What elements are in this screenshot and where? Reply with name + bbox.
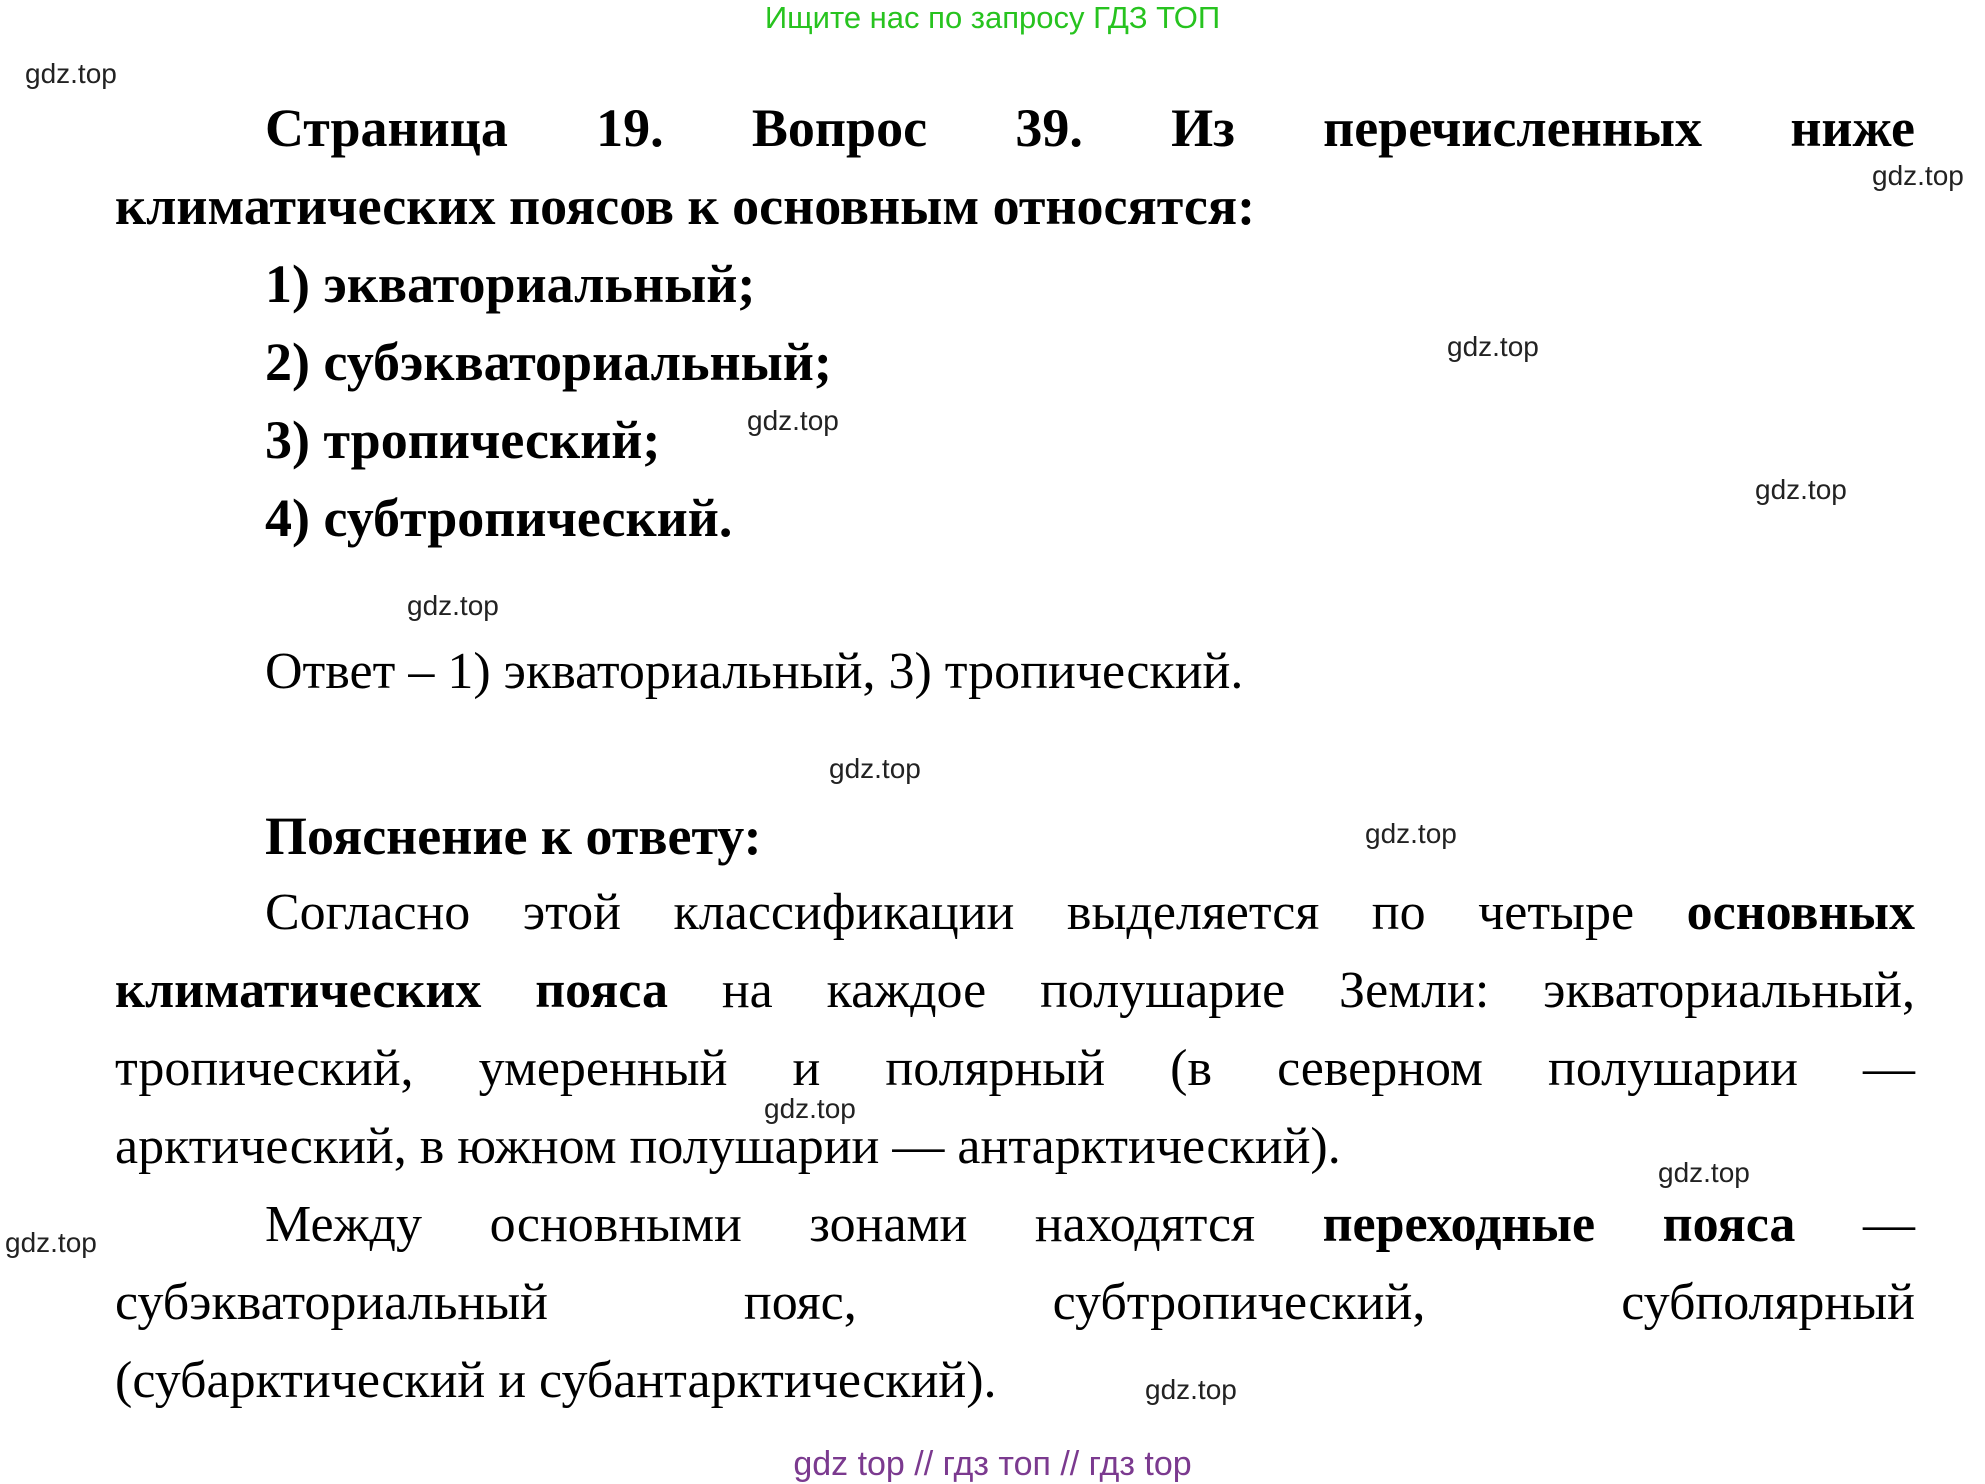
text-run: — (1795, 1196, 1916, 1253)
watermark: gdz.top (1145, 1374, 1237, 1405)
watermark: gdz.top (747, 405, 839, 436)
watermark: gdz.top (1658, 1157, 1750, 1188)
heading-word: 19. (596, 98, 664, 158)
text-run: Между основными зонами находятся (265, 1196, 1323, 1253)
search-banner: Ищите нас по запросу ГДЗ ТОП (764, 0, 1221, 35)
explanation-p1-line1 (265, 883, 1915, 942)
explanation-p2-line2: субэкваториальный пояс, субтропический, субполярный (115, 1274, 1915, 1331)
watermark: gdz.top (5, 1227, 97, 1258)
explanation-p1-line3: тропический, умеренный и полярный (в северном полушарии — (115, 1040, 1915, 1097)
bold-term: основных (1686, 884, 1915, 941)
heading-word: ниже (1790, 98, 1915, 158)
explanation-p2-line3: (субарктический и субантарктический). (115, 1352, 997, 1409)
watermark: gdz.top (1755, 474, 1847, 505)
watermark: gdz.top (1872, 160, 1964, 191)
explanation-heading: Пояснение к ответу: (265, 806, 762, 866)
heading-word: перечисленных (1323, 98, 1703, 158)
text-run: Согласно этой классификации выделяется по четыре (265, 884, 1687, 941)
bold-term: климатических пояса (115, 962, 669, 1019)
watermark: gdz.top (25, 58, 117, 89)
answer-text: Ответ – 1) экваториальный, 3) тропический. (265, 643, 1244, 700)
watermark: gdz.top (764, 1093, 856, 1124)
watermark: gdz.top (829, 753, 921, 784)
option-2: 2) субэкваториальный; (265, 332, 832, 392)
explanation-p1-line2 (115, 961, 1915, 1020)
watermark: gdz.top (1365, 818, 1457, 849)
option-1: 1) экваториальный; (265, 254, 756, 314)
question-heading (115, 97, 1915, 159)
bold-term: переходные пояса (1322, 1196, 1796, 1253)
watermark: gdz.top (1447, 331, 1539, 362)
option-4: 4) субтропический. (265, 488, 733, 548)
explanation-p2-line1 (265, 1195, 1915, 1254)
question-heading-line2: климатических поясов к основным относятся: (115, 176, 1256, 236)
explanation-p1-line4: арктический, в южном полушарии — антарктический). (115, 1118, 1341, 1175)
text-run: на каждое полушарие Земли: экваториальный, (668, 962, 1915, 1019)
heading-word: Из (1171, 98, 1235, 158)
heading-word: 39. (1015, 98, 1083, 158)
watermark: gdz.top (407, 590, 499, 621)
heading-word: Страница (265, 98, 508, 158)
option-3: 3) тропический; (265, 410, 661, 470)
footer-links: gdz top // гдз топ // гдз top (793, 1445, 1192, 1483)
heading-word: Вопрос (751, 98, 928, 158)
